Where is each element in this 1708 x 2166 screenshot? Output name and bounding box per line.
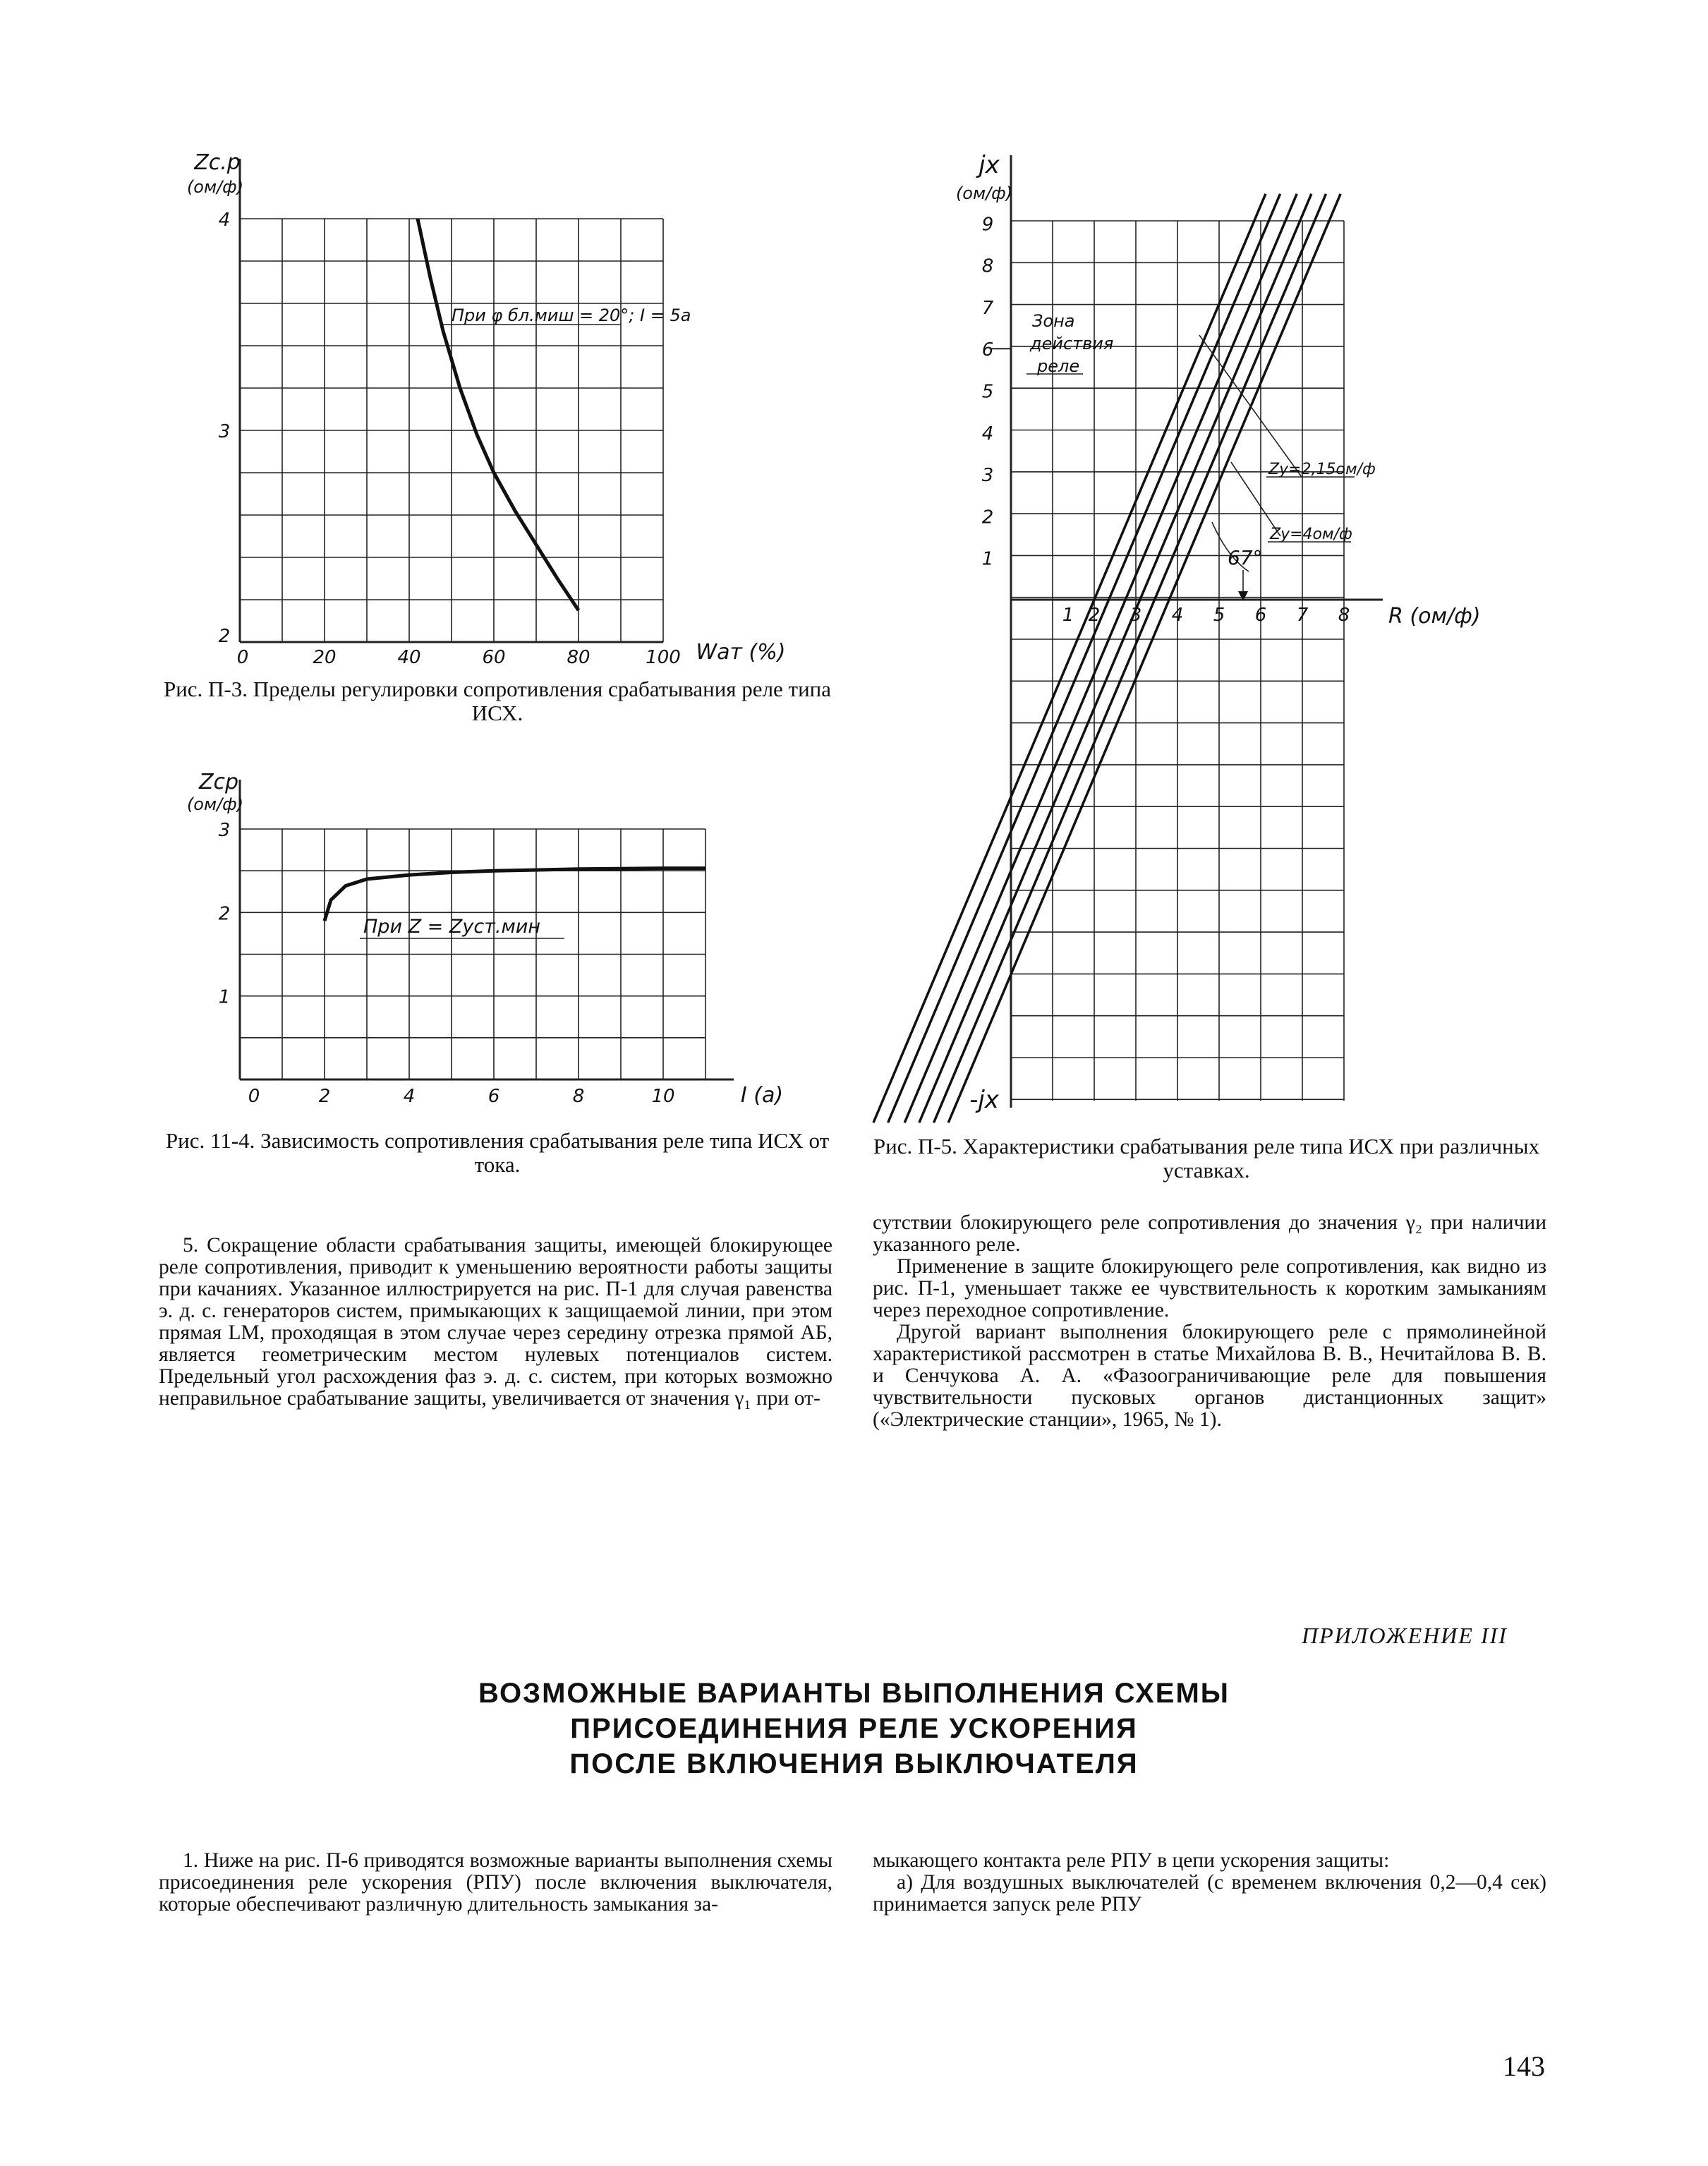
x-tick-label: 60 — [482, 647, 506, 668]
appendix-label: ПРИЛОЖЕНИЕ III — [1302, 1623, 1508, 1648]
figure-p5-caption: Рис. П-5. Характеристики срабатывания реле типа ИСХ при различных уставках. — [873, 1134, 1540, 1182]
x-tick-label: 8 — [572, 1086, 585, 1107]
y-tick-label: 8 — [981, 255, 994, 277]
paragraph: 1. Ниже на рис. П-6 приводятся возможные варианты выполнения схемы присоединения реле ускорения (РПУ) после включения выключателя, которые обеспечивают различную длительность замыкания за- — [159, 1849, 832, 1916]
y-tick-label: 2 — [218, 903, 231, 925]
paragraph: а) Для воздушных выключателей (с временем включения 0,2—0,4 сек) принимается запуск реле РПУ — [873, 1871, 1546, 1916]
y-tick-label: 3 — [218, 820, 231, 841]
x-tick-label: 6 — [487, 1086, 500, 1107]
x-tick-label: 40 — [397, 647, 421, 668]
y-axis-unit: (ом/ф) — [186, 177, 244, 197]
x-tick-label: 1 — [1062, 605, 1074, 626]
figure-p3-caption: Рис. П-3. Пределы регулировки сопротивления срабатывания реле типа ИСХ. — [163, 677, 832, 725]
zy-label: Zу=4ом/ф — [1270, 526, 1352, 543]
section-title — [0, 1676, 1708, 1781]
y-tick-label: 1 — [981, 548, 994, 570]
characteristic-line — [919, 194, 1312, 1123]
x-tick-label: 7 — [1296, 605, 1309, 626]
curve-annotation: При Z = Zуст.мин — [363, 916, 541, 938]
y-tick-label: 7 — [981, 297, 994, 319]
y-axis-bottom-title: -jx — [969, 1086, 999, 1114]
page-number: 143 — [1503, 2050, 1545, 2082]
y-tick-label: 1 — [218, 986, 231, 1008]
y-axis-title: jx — [979, 151, 1000, 179]
bottom-left-column — [159, 1850, 832, 1916]
x-tick-label: 3 — [1129, 605, 1142, 626]
x-tick-label: 8 — [1338, 605, 1350, 626]
y-tick-label: 3 — [981, 465, 994, 487]
zone-label: действия — [1030, 334, 1114, 353]
x-tick-label: 5 — [1213, 605, 1225, 626]
y-axis-title: Zср — [198, 770, 239, 794]
x-tick-label: 6 — [1254, 605, 1267, 626]
x-tick-label: 0 — [236, 647, 249, 668]
y-tick-label: 5 — [981, 381, 994, 403]
curve-annotation: При φ бл.миш = 20°; I = 5а — [452, 305, 691, 325]
section-title-line: ПРИСОЕДИНЕНИЯ РЕЛЕ УСКОРЕНИЯ — [570, 1713, 1138, 1744]
y-tick-label: 3 — [218, 421, 231, 442]
x-tick-label: 80 — [567, 647, 590, 668]
x-tick-label: 2 — [318, 1086, 331, 1107]
characteristic-line — [934, 194, 1326, 1123]
figure-11-4-caption: Рис. 11-4. Зависимость сопротивления срабатывания реле типа ИСХ от тока. — [165, 1128, 830, 1177]
left-column — [159, 1235, 832, 1410]
y-axis-title: Zc.p — [194, 150, 241, 175]
x-axis-title: R (ом/ф) — [1388, 604, 1481, 629]
characteristic-line — [948, 194, 1340, 1123]
y-tick-label: 2 — [981, 507, 994, 528]
x-axis-title: Wат (%) — [696, 640, 786, 665]
x-tick-label: 10 — [651, 1086, 675, 1107]
paragraph: сутствии блокирующего реле сопротивления до значения γ₂ при наличии указанного реле. — [873, 1211, 1546, 1256]
y-tick-label: 4 — [218, 210, 231, 231]
section-title-line: ВОЗМОЖНЫЕ ВАРИАНТЫ ВЫПОЛНЕНИЯ СХЕМЫ — [478, 1678, 1230, 1709]
y-axis-unit: (ом/ф) — [955, 183, 1013, 203]
x-tick-label: 2 — [1088, 605, 1101, 626]
x-tick-label: 20 — [313, 647, 337, 668]
bottom-right-column — [873, 1850, 1546, 1916]
section-title-line: ПОСЛЕ ВКЛЮЧЕНИЯ ВЫКЛЮЧАТЕЛЯ — [569, 1748, 1139, 1779]
y-tick-label: 6 — [981, 339, 994, 361]
angle-label: 67° — [1228, 546, 1263, 569]
zone-label: реле — [1037, 356, 1080, 376]
x-axis-title: I (а) — [740, 1083, 784, 1108]
y-tick-label: 9 — [981, 214, 994, 236]
y-axis-unit: (ом/ф) — [186, 794, 244, 814]
x-tick-label: 4 — [1171, 605, 1184, 626]
paragraph: Другой вариант выполнения блокирующего реле с прямолинейной характеристикой рассмотрен в статье Михайлова В. В., Нечитайлова В. В. и Сенчукова А. А. «Фазоограничивающие реле для повышения чувствительности пусковых органов дистанционных защит» («Электрические станции», 1965, № 1). — [873, 1321, 1546, 1431]
x-tick-label: 0 — [248, 1086, 260, 1107]
y-tick-label: 2 — [218, 626, 231, 647]
x-tick-label: 100 — [646, 647, 681, 668]
zone-label: Зона — [1032, 311, 1075, 331]
right-column — [873, 1212, 1546, 1431]
paragraph: 5. Сокращение области срабатывания защиты, имеющей блокирующее реле сопротивления, приводит к уменьшению вероятности работы защиты при качаниях. Указанное иллюстрируется на рис. П-1 для случая равенства э. д. с. генераторов систем, примыкающих к защищаемой линии, при этом прямая LM, проходящая в этом случае через середину отрезка прямой АБ, является геометрическим местом нулевых потенциалов систем. Предельный угол расхождения фаз э. д. с. систем, при которых возможно неправильное срабатывание защиты, увеличивается от значения γ₁ при от- — [159, 1234, 832, 1410]
zy-label: Zу=2,15ом/ф — [1268, 461, 1376, 478]
paragraph: мыкающего контакта реле РПУ в цепи ускорения защиты: — [873, 1849, 1390, 1872]
x-tick-label: 4 — [403, 1086, 416, 1107]
y-tick-label: 4 — [981, 423, 994, 444]
paragraph: Применение в защите блокирующего реле сопротивления, как видно из рис. П-1, уменьшает также ее чувствительность к коротким замыканиям через переходное сопротивление. — [873, 1255, 1546, 1321]
